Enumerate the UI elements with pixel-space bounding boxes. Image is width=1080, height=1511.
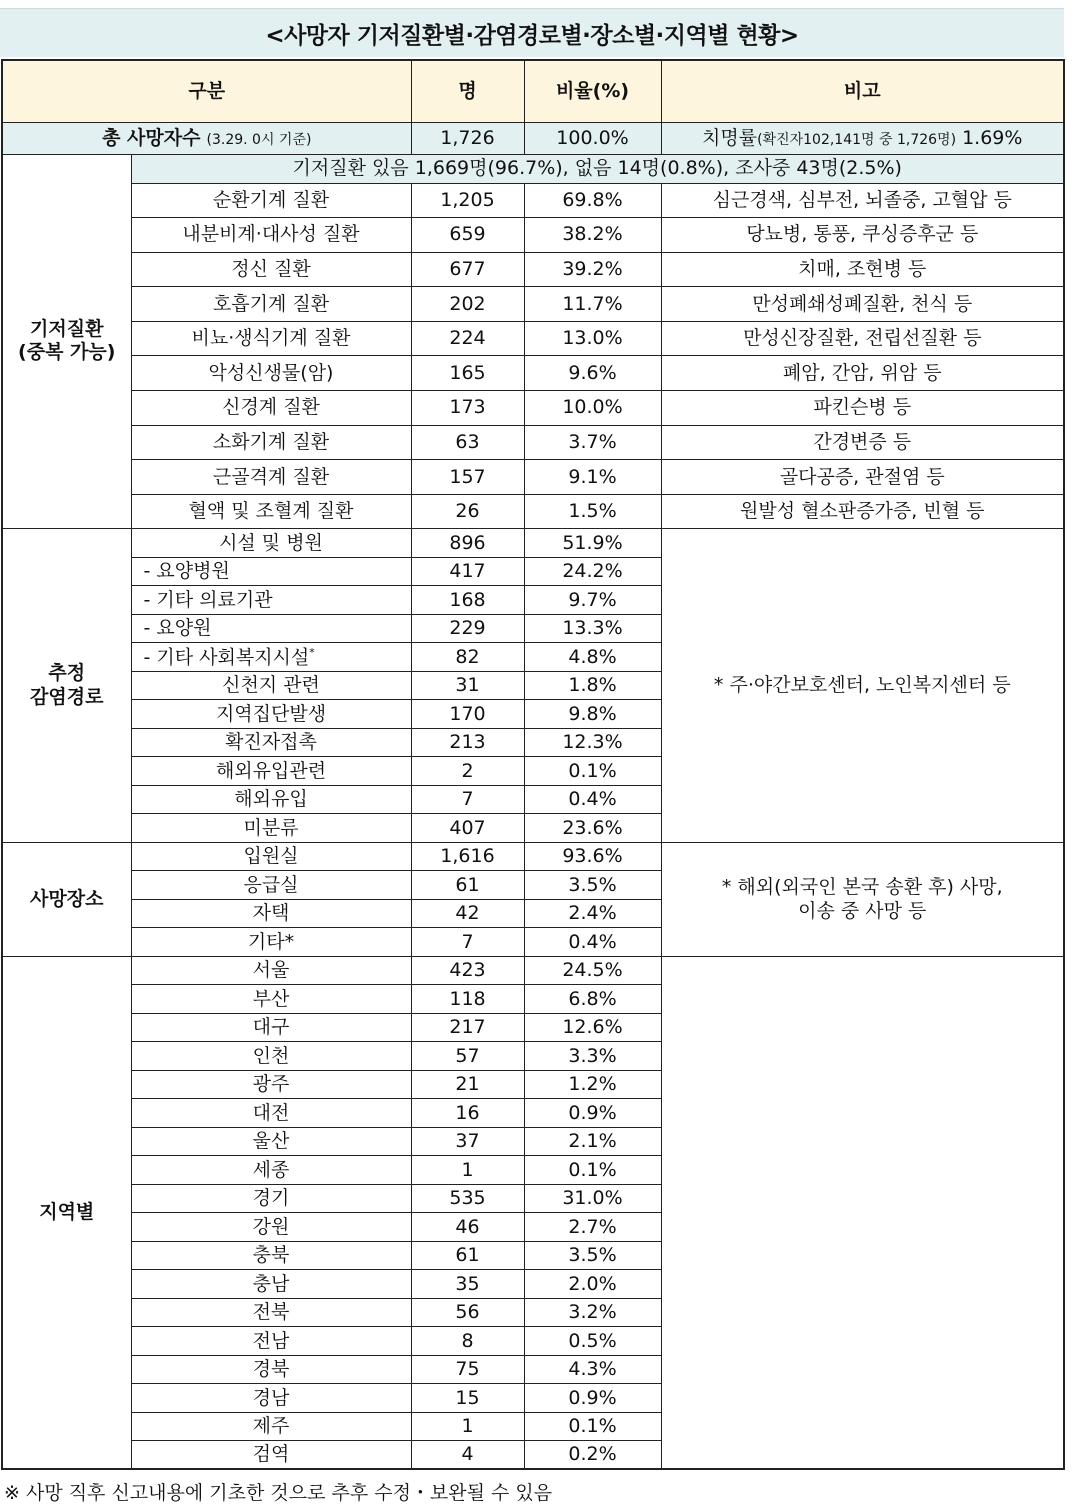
row-ratio: 12.3% (524, 728, 661, 757)
row-note: 만성폐쇄성폐질환, 천식 등 (661, 287, 1064, 322)
table-row (2, 356, 1064, 391)
row-ratio: 9.8% (524, 700, 661, 729)
row-count: 170 (411, 700, 524, 729)
row-ratio: 1.2% (524, 1070, 661, 1099)
row-ratio: 39.2% (524, 252, 661, 287)
row-label: 기타* (131, 928, 411, 957)
row-label: 검역 (131, 1441, 411, 1470)
header-category: 구분 (2, 60, 411, 122)
row-ratio: 1.8% (524, 671, 661, 700)
footnote: ※ 사망 직후 신고내용에 기초한 것으로 추후 수정・보완될 수 있음 (4, 1482, 553, 1504)
row-label: 전남 (131, 1327, 411, 1356)
category-underlying-line2: (중복 가능) (18, 341, 116, 364)
fatality-label: 치명률 (702, 126, 758, 149)
region-note (661, 956, 1064, 1469)
place-note-line1: * 해외(외국인 본국 송환 후) 사망, (721, 875, 1003, 898)
row-count: 173 (411, 391, 524, 426)
row-label-text: - 기타 의료기관 (143, 588, 273, 611)
category-place: 사망장소 (2, 842, 131, 956)
row-count: 168 (411, 586, 524, 615)
row-label: 강원 (131, 1213, 411, 1242)
row-label (131, 643, 411, 672)
table-row (2, 956, 1064, 985)
category-route-line2: 감염경로 (30, 685, 104, 708)
table-row (2, 529, 1064, 558)
row-count: 229 (411, 614, 524, 643)
mortality-table (1, 59, 1065, 1470)
row-label-text: 시설 및 병원 (219, 531, 323, 554)
total-row (2, 122, 1064, 154)
row-count: 63 (411, 425, 524, 460)
row-ratio: 0.9% (524, 1099, 661, 1128)
row-ratio: 0.1% (524, 1412, 661, 1441)
row-ratio: 3.5% (524, 1241, 661, 1270)
row-count: 896 (411, 529, 524, 558)
total-count: 1,726 (411, 122, 524, 154)
row-label-text: 미분류 (243, 816, 299, 839)
row-count: 165 (411, 356, 524, 391)
row-label: 인천 (131, 1042, 411, 1071)
row-ratio: 0.9% (524, 1384, 661, 1413)
row-label: 순환기계 질환 (131, 183, 411, 218)
row-label (131, 557, 411, 586)
row-label (131, 671, 411, 700)
row-label (131, 529, 411, 558)
row-label: 내분비계·대사성 질환 (131, 218, 411, 253)
row-count: 213 (411, 728, 524, 757)
row-ratio: 2.7% (524, 1213, 661, 1242)
place-note-line2: 이송 중 사망 등 (798, 900, 927, 923)
row-note: 골다공증, 관절염 등 (661, 460, 1064, 495)
row-count: 7 (411, 785, 524, 814)
header-note: 비고 (661, 60, 1064, 122)
row-ratio: 24.5% (524, 956, 661, 985)
row-label: 자택 (131, 899, 411, 928)
row-ratio: 0.1% (524, 757, 661, 786)
header-ratio: 비율(%) (524, 60, 661, 122)
row-ratio: 2.0% (524, 1270, 661, 1299)
row-count: 26 (411, 494, 524, 529)
row-count: 82 (411, 643, 524, 672)
row-ratio: 13.0% (524, 321, 661, 356)
row-note: 폐암, 간암, 위암 등 (661, 356, 1064, 391)
row-count: 57 (411, 1042, 524, 1071)
table-body (2, 60, 1064, 1469)
total-ratio: 100.0% (524, 122, 661, 154)
row-label: 경북 (131, 1355, 411, 1384)
row-count: 21 (411, 1070, 524, 1099)
category-route (2, 529, 131, 843)
underlying-summary-row (2, 154, 1064, 183)
row-ratio: 38.2% (524, 218, 661, 253)
row-count: 16 (411, 1099, 524, 1128)
row-count: 407 (411, 814, 524, 843)
row-ratio: 12.6% (524, 1013, 661, 1042)
row-label: 비뇨·생식기계 질환 (131, 321, 411, 356)
row-ratio: 11.7% (524, 287, 661, 322)
row-label (131, 700, 411, 729)
row-count: 61 (411, 1241, 524, 1270)
row-ratio: 2.4% (524, 899, 661, 928)
row-label: 세종 (131, 1156, 411, 1185)
row-count: 35 (411, 1270, 524, 1299)
row-label-text: 확진자접촉 (225, 731, 317, 754)
row-label-text: - 요양원 (143, 617, 212, 640)
row-label (131, 757, 411, 786)
row-label (131, 814, 411, 843)
row-label: 혈액 및 조혈계 질환 (131, 494, 411, 529)
place-note (661, 842, 1064, 956)
row-note: 치매, 조현병 등 (661, 252, 1064, 287)
row-label: 대전 (131, 1099, 411, 1128)
row-label: 정신 질환 (131, 252, 411, 287)
row-label: 제주 (131, 1412, 411, 1441)
table-title: <사망자 기저질환별·감염경로별·장소별·지역별 현황> (0, 8, 1064, 57)
row-count: 1,616 (411, 842, 524, 871)
row-note: 당뇨병, 통풍, 쿠싱증후군 등 (661, 218, 1064, 253)
row-label: 광주 (131, 1070, 411, 1099)
row-label: 대구 (131, 1013, 411, 1042)
row-label (131, 785, 411, 814)
row-label-text: - 기타 사회복지시설 (143, 645, 310, 668)
row-label: 호흡기계 질환 (131, 287, 411, 322)
row-ratio: 23.6% (524, 814, 661, 843)
table-row (2, 287, 1064, 322)
row-count: 423 (411, 956, 524, 985)
row-ratio: 2.1% (524, 1127, 661, 1156)
row-count: 56 (411, 1298, 524, 1327)
row-ratio: 69.8% (524, 183, 661, 218)
row-label-text: 신천지 관련 (222, 674, 320, 697)
row-label-text: 해외유입관련 (215, 759, 327, 782)
row-ratio: 31.0% (524, 1184, 661, 1213)
category-underlying (2, 154, 131, 529)
row-count: 659 (411, 218, 524, 253)
row-label: 충남 (131, 1270, 411, 1299)
row-ratio: 4.8% (524, 643, 661, 672)
row-note: 파킨슨병 등 (661, 391, 1064, 426)
row-ratio: 0.4% (524, 785, 661, 814)
row-count: 61 (411, 871, 524, 900)
row-label: 경기 (131, 1184, 411, 1213)
row-label: 전북 (131, 1298, 411, 1327)
row-count: 1 (411, 1156, 524, 1185)
row-label-text: 지역집단발생 (215, 702, 327, 725)
row-ratio: 51.9% (524, 529, 661, 558)
row-note: 심근경색, 심부전, 뇌졸중, 고혈압 등 (661, 183, 1064, 218)
row-ratio: 1.5% (524, 494, 661, 529)
row-count: 202 (411, 287, 524, 322)
row-ratio: 3.7% (524, 425, 661, 460)
table-row (2, 842, 1064, 871)
row-count: 677 (411, 252, 524, 287)
row-ratio: 3.5% (524, 871, 661, 900)
row-label: 경남 (131, 1384, 411, 1413)
row-note: 원발성 혈소판증가증, 빈혈 등 (661, 494, 1064, 529)
row-note: 만성신장질환, 전립선질환 등 (661, 321, 1064, 356)
row-count: 4 (411, 1441, 524, 1470)
row-label: 입원실 (131, 842, 411, 871)
row-ratio: 0.1% (524, 1156, 661, 1185)
row-ratio: 10.0% (524, 391, 661, 426)
table-row (2, 391, 1064, 426)
row-count: 8 (411, 1327, 524, 1356)
row-count: 118 (411, 985, 524, 1014)
row-count: 157 (411, 460, 524, 495)
row-label-text: - 요양병원 (143, 560, 230, 583)
table-row (2, 425, 1064, 460)
row-count: 37 (411, 1127, 524, 1156)
row-label: 응급실 (131, 871, 411, 900)
row-ratio: 0.5% (524, 1327, 661, 1356)
row-note: 간경변증 등 (661, 425, 1064, 460)
row-count: 42 (411, 899, 524, 928)
footnote-asterisk: * (309, 645, 315, 659)
total-label: 총 사망자수 (102, 126, 201, 149)
row-ratio: 9.7% (524, 586, 661, 615)
row-label (131, 614, 411, 643)
row-label: 부산 (131, 985, 411, 1014)
total-label-cell (2, 122, 411, 154)
row-count: 2 (411, 757, 524, 786)
row-label: 서울 (131, 956, 411, 985)
row-count: 31 (411, 671, 524, 700)
row-ratio: 9.1% (524, 460, 661, 495)
category-region: 지역별 (2, 956, 131, 1469)
row-count: 535 (411, 1184, 524, 1213)
row-count: 224 (411, 321, 524, 356)
row-label (131, 728, 411, 757)
row-count: 1 (411, 1412, 524, 1441)
row-count: 7 (411, 928, 524, 957)
header-row (2, 60, 1064, 122)
row-ratio: 9.6% (524, 356, 661, 391)
row-ratio: 93.6% (524, 842, 661, 871)
row-ratio: 3.3% (524, 1042, 661, 1071)
total-label-date: (3.29. 0시 기준) (206, 131, 312, 148)
row-label: 근골격계 질환 (131, 460, 411, 495)
route-note: * 주·야간보호센터, 노인복지센터 등 (661, 529, 1064, 843)
fatality-rate: 1.69% (962, 126, 1023, 149)
row-label-text: 해외유입 (234, 788, 308, 811)
table-row (2, 460, 1064, 495)
underlying-summary: 기저질환 있음 1,669명(96.7%), 없음 14명(0.8%), 조사중 43명(2.5%) (131, 154, 1064, 183)
row-count: 217 (411, 1013, 524, 1042)
table-row (2, 218, 1064, 253)
category-route-line1: 추정 (48, 661, 86, 684)
row-ratio: 0.2% (524, 1441, 661, 1470)
row-ratio: 13.3% (524, 614, 661, 643)
row-ratio: 4.3% (524, 1355, 661, 1384)
header-count: 명 (411, 60, 524, 122)
row-count: 15 (411, 1384, 524, 1413)
table-row (2, 252, 1064, 287)
fatality-detail: (확진자102,141명 중 1,726명) (757, 131, 957, 148)
row-count: 417 (411, 557, 524, 586)
row-count: 46 (411, 1213, 524, 1242)
row-count: 1,205 (411, 183, 524, 218)
row-count: 75 (411, 1355, 524, 1384)
row-ratio: 24.2% (524, 557, 661, 586)
row-label: 신경계 질환 (131, 391, 411, 426)
table-row (2, 321, 1064, 356)
table-row (2, 494, 1064, 529)
row-label: 소화기계 질환 (131, 425, 411, 460)
table-row (2, 183, 1064, 218)
row-ratio: 3.2% (524, 1298, 661, 1327)
row-ratio: 6.8% (524, 985, 661, 1014)
category-underlying-line1: 기저질환 (30, 317, 104, 340)
row-ratio: 0.4% (524, 928, 661, 957)
row-label: 악성신생물(암) (131, 356, 411, 391)
total-note-cell (661, 122, 1064, 154)
row-label: 울산 (131, 1127, 411, 1156)
row-label: 충북 (131, 1241, 411, 1270)
row-label (131, 586, 411, 615)
